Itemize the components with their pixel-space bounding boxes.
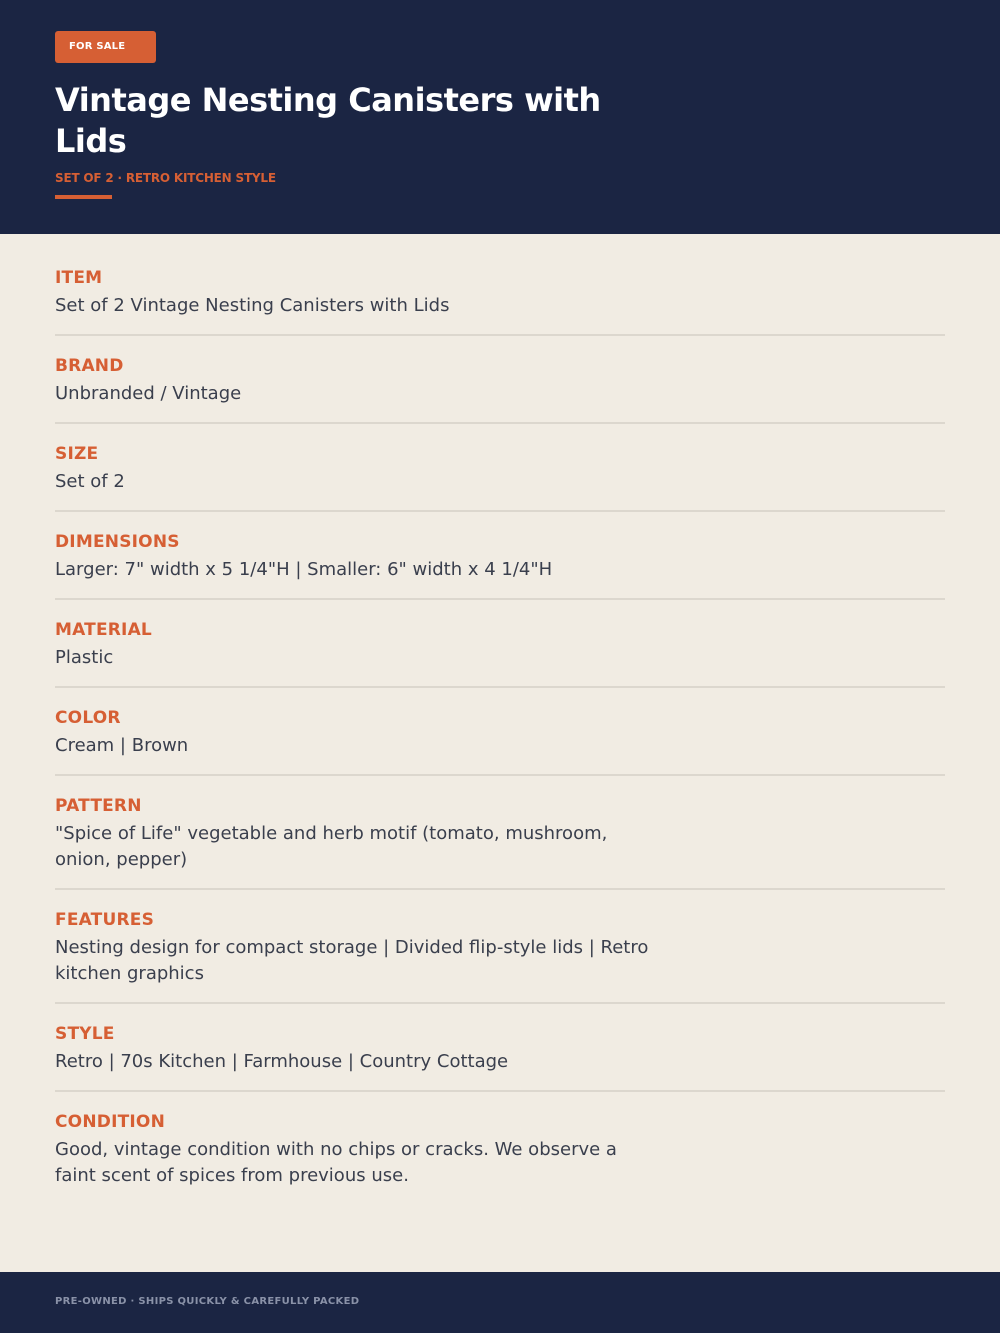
spec-condition — [55, 1108, 945, 1204]
spec-label-item: ITEM — [55, 268, 103, 288]
footer — [0, 1272, 1000, 1333]
spec-label-pattern: PATTERN — [55, 796, 142, 816]
spec-label-material: MATERIAL — [55, 620, 152, 640]
spec-material — [55, 616, 945, 688]
page-subtitle: SET OF 2 · RETRO KITCHEN STYLE — [55, 171, 276, 185]
spec-features — [55, 906, 945, 1004]
spec-style — [55, 1020, 945, 1092]
spec-value-item: Set of 2 Vintage Nesting Canisters with Lids — [55, 295, 450, 316]
spec-value-dimensions: Larger: 7" width x 5 1/4"H | Smaller: 6" width x 4 1/4"H — [55, 559, 553, 580]
spec-label-dimensions: DIMENSIONS — [55, 532, 180, 552]
spec-value-condition: Good, vintage condition with no chips or cracks. We observe a faint scent of spices from previous use. — [55, 1139, 617, 1186]
spec-brand — [55, 352, 945, 424]
spec-label-features: FEATURES — [55, 910, 155, 930]
spec-value-size: Set of 2 — [55, 471, 125, 492]
footer-text: PRE-OWNED · SHIPS QUICKLY & CAREFULLY PACKED — [55, 1296, 360, 1307]
spec-item — [55, 264, 945, 336]
spec-label-size: SIZE — [55, 444, 99, 464]
spec-value-style: Retro | 70s Kitchen | Farmhouse | Country Cottage — [55, 1051, 509, 1072]
spec-list — [55, 264, 945, 1220]
for-sale-badge: FOR SALE — [55, 31, 156, 63]
spec-label-brand: BRAND — [55, 356, 124, 376]
header — [0, 0, 1000, 234]
spec-label-condition: CONDITION — [55, 1112, 165, 1132]
spec-value-material: Plastic — [55, 647, 114, 668]
spec-dimensions — [55, 528, 945, 600]
spec-value-color: Cream | Brown — [55, 735, 189, 756]
spec-value-pattern: "Spice of Life" vegetable and herb motif (tomato, mushroom, onion, pepper) — [55, 823, 608, 870]
spec-label-style: STYLE — [55, 1024, 115, 1044]
accent-divider — [55, 195, 112, 199]
page-title: Vintage Nesting Canisters with Lids — [55, 81, 601, 160]
spec-size — [55, 440, 945, 512]
spec-color — [55, 704, 945, 776]
spec-pattern — [55, 792, 945, 890]
spec-value-brand: Unbranded / Vintage — [55, 383, 242, 404]
spec-label-color: COLOR — [55, 708, 121, 728]
spec-value-features: Nesting design for compact storage | Divided flip-style lids | Retro kitchen graphics — [55, 937, 649, 984]
